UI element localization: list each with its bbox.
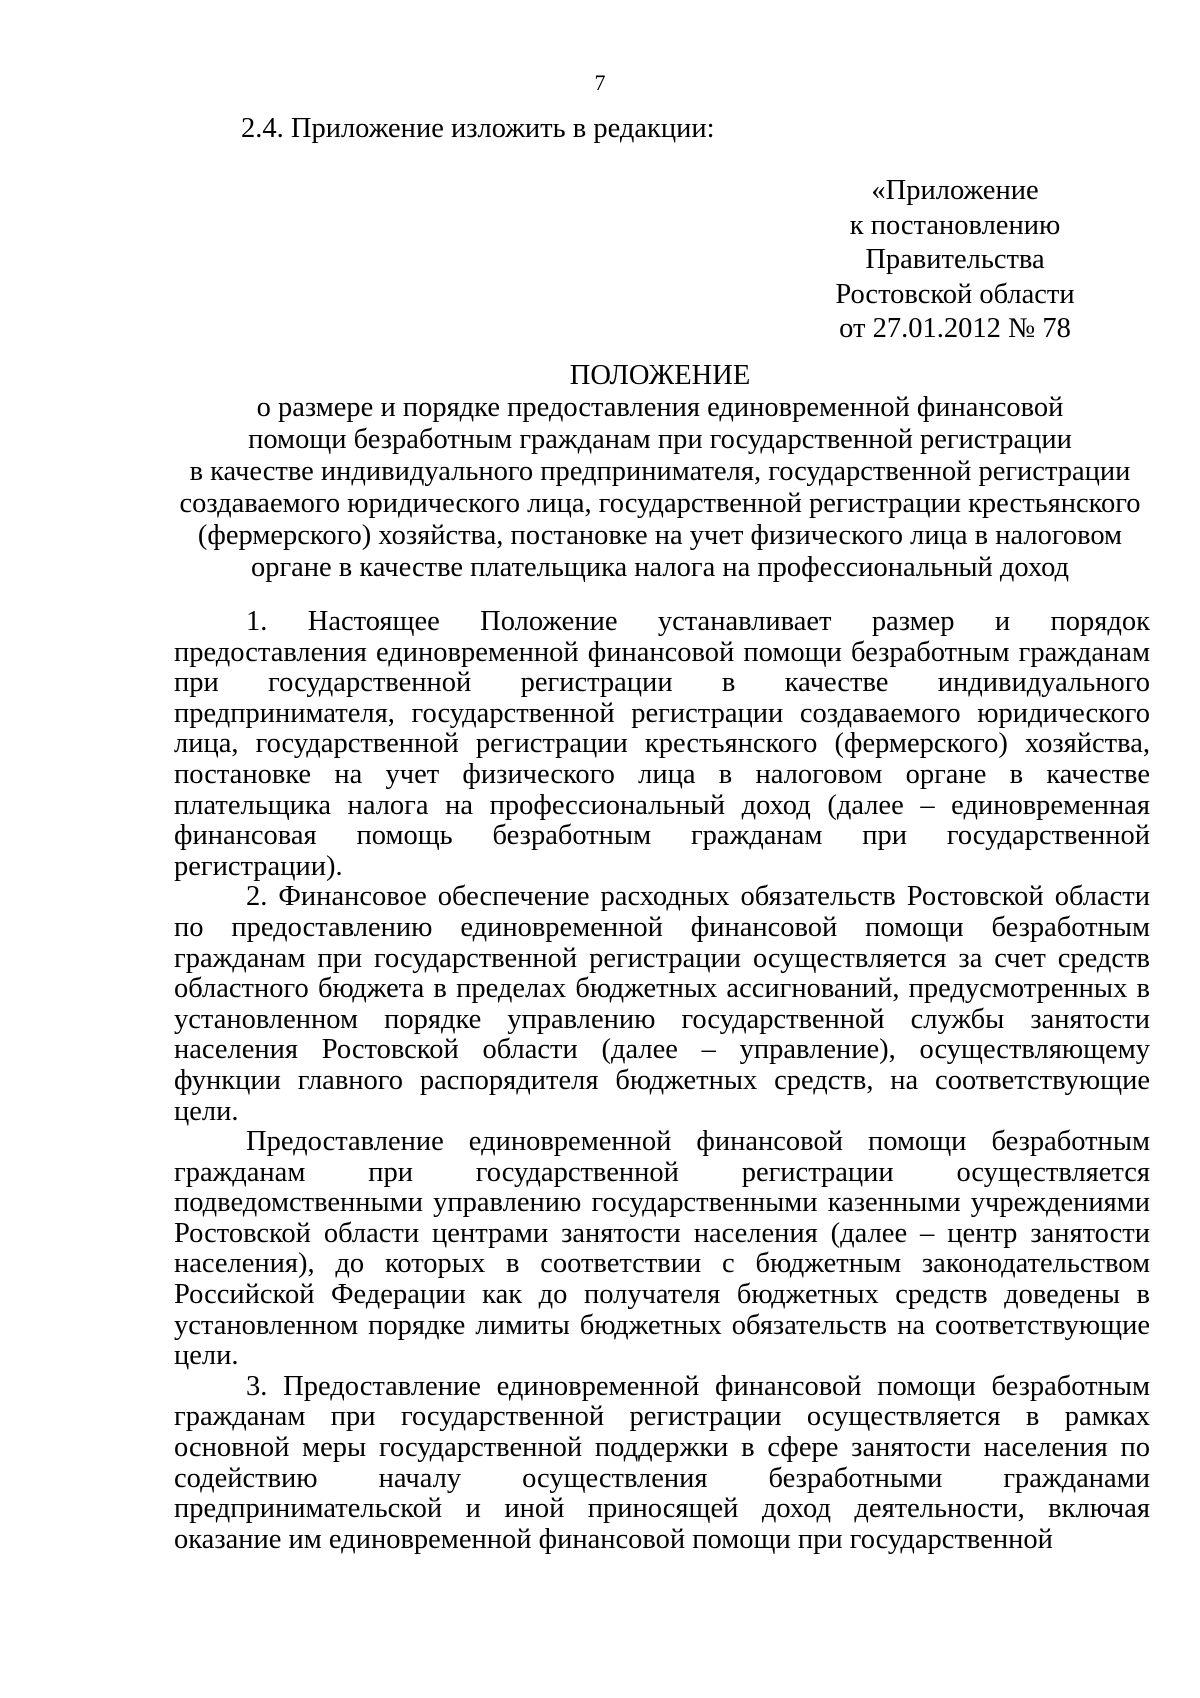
appendix-ref-line: «Приложение [871, 175, 1039, 206]
appendix-reference [830, 174, 1080, 347]
paragraph: Предоставление единовременной финансовой помощи безработным гражданам при государственной регистрации осуществляется подведомственными управлению государственными казенными учреждениями Ростовской области центрами занятости населения (далее – центр занятости населения), до которых в соответствии с бюджетным законодательством Российской Федерации как до получателя бюджетных средств доведены в установленном порядке лимиты бюджетных обязательств на соответствующие цели. [174, 1126, 1150, 1372]
paragraph: 2. Финансовое обеспечение расходных обязательств Ростовской области по предоставлению единовременной финансовой помощи безработным гражданам при государственной регистрации осуществляется за счет средств областного бюджета в пределах бюджетных ассигнований, предусмотренных в установленном порядке управлению государственной службы занятости населения Ростовской области (далее – управление), осуществляющему функции главного распорядителя бюджетных средств, на соответствующие цели. [174, 881, 1150, 1127]
subtitle-line: о размере и порядке предоставления единовременной финансовой [256, 392, 1064, 423]
amendment-line: 2.4. Приложение изложить в редакции: [241, 113, 715, 144]
subtitle-line: органе в качестве плательщика налога на профессиональный доход [250, 552, 1070, 583]
subtitle-line: (фермерского) хозяйства, постановке на учет физического лица в налоговом [197, 520, 1123, 551]
subtitle-line: создаваемого юридического лица, государственной регистрации крестьянского [179, 488, 1141, 519]
paragraph: 3. Предоставление единовременной финансовой помощи безработным гражданам при государственной регистрации осуществляется в рамках основной меры государственной поддержки в сфере занятости населения по содействию началу осуществления безработными гражданами предпринимательской и иной приносящей доход деятельности, включая оказание им единовременной финансовой помощи при государственной [174, 1370, 1150, 1555]
appendix-ref-line: к постановлению [849, 209, 1061, 241]
subtitle-line: в качестве индивидуального предпринимателя, государственной регистрации [189, 456, 1131, 487]
document-subtitle [174, 392, 1146, 584]
appendix-ref-line: Правительства [865, 244, 1045, 275]
page-number: 7 [594, 70, 606, 95]
document-body [174, 607, 1150, 1555]
document-title: ПОЛОЖЕНИЕ [569, 360, 751, 391]
subtitle-line: помощи безработным гражданам при государственной регистрации [248, 424, 1072, 455]
appendix-ref-line: от 27.01.2012 № 78 [839, 313, 1071, 344]
paragraph: 1. Настоящее Положение устанавливает размер и порядок предоставления единовременной финансовой помощи безработным гражданам при государственной регистрации в качестве индивидуального предпринимателя, государственной регистрации создаваемого юридического лица, государственной регистрации крестьянского (фермерского) хозяйства, постановке на учет физического лица в налоговом органе в качестве плательщика налога на профессиональный доход (далее – единовременная финансовая помощь безработным гражданам при государственной регистрации). [174, 606, 1150, 882]
appendix-ref-line: Ростовской области [835, 278, 1075, 310]
